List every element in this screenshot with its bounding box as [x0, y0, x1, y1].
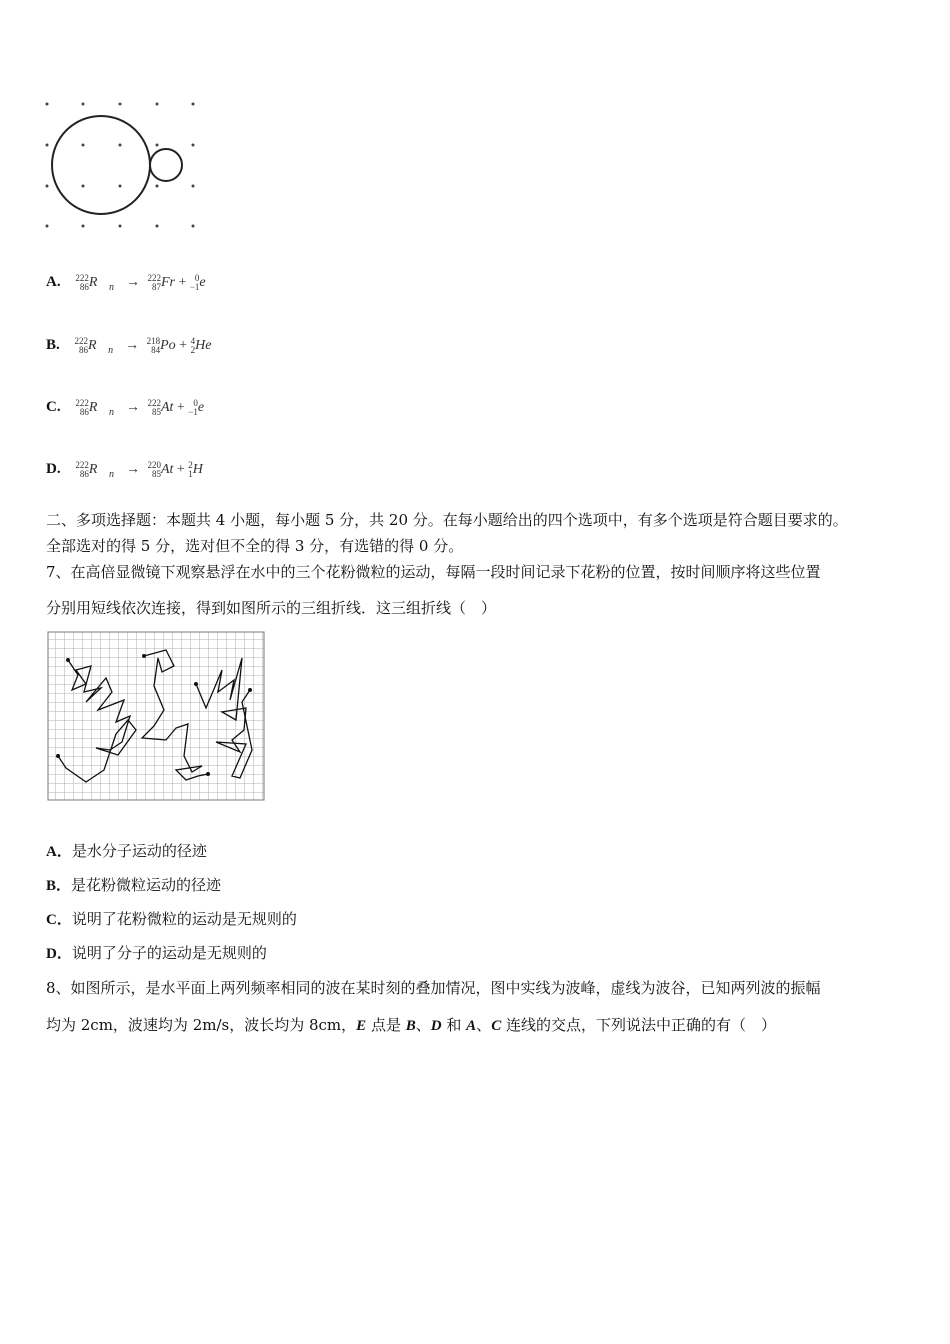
option-text: 说明了分子的运动是无规则的	[71, 944, 267, 962]
q7-option-d[interactable]	[46, 942, 267, 963]
option-letter: B.	[46, 337, 60, 353]
option-letter: D．	[46, 946, 72, 962]
field-dots	[46, 103, 195, 228]
magnetic-field-figure	[40, 95, 205, 235]
decay-equation: 222 86 R $_n$ → 218 84 Po + 4 2 He	[74, 335, 212, 356]
decay-equation: 222 86 R $_n$ → 222 85 At + 0 −1 e	[75, 397, 205, 418]
option-letter: B．	[46, 878, 72, 894]
option-text: 是水分子运动的径迹	[71, 842, 207, 860]
option-letter: D.	[46, 461, 61, 477]
q6-option-c[interactable]	[46, 397, 204, 418]
option-letter: C.	[46, 399, 61, 415]
decay-equation: 222 86 R $_n$ → 220 85 At + 2 1 H	[75, 459, 203, 480]
q7-option-c[interactable]	[46, 908, 297, 929]
q7-option-a[interactable]	[46, 840, 207, 861]
q8-stem-line2: 均为 2cm，波速均为 2m/s，波长均为 8cm，E 点是 B、D 和 A、C 连线的交点，下列说法中正确的有（ ）	[46, 1016, 776, 1034]
large-circle	[52, 116, 150, 214]
option-text: 是花粉微粒运动的径迹	[71, 876, 222, 894]
section2-line2: 全部选对的得 5 分，选对但不全的得 3 分，有选错的得 0 分。	[46, 537, 464, 555]
section2-line1: 二、多项选择题：本题共 4 小题，每小题 5 分，共 20 分。在每小题给出的四个选项中，有多个选项是符合题目要求的。	[46, 511, 848, 529]
q6-option-d[interactable]	[46, 459, 203, 480]
q7-stem-line2: 分别用短线依次连接，得到如图所示的三组折线．这三组折线（ ）	[46, 599, 497, 617]
small-circle	[150, 149, 182, 181]
q8-stem-line1: 8、如图所示，是水平面上两列频率相同的波在某时刻的叠加情况，图中实线为波峰，虚线为波谷，已知两列波的振幅	[46, 979, 821, 997]
q6-option-b[interactable]	[46, 335, 211, 356]
grid	[48, 632, 264, 800]
brownian-motion-figure	[46, 630, 266, 802]
option-letter: A.	[46, 274, 61, 290]
option-letter: C．	[46, 912, 72, 928]
decay-equation: 222 86 R $_n$ → 222 87 Fr + 0 −1 e	[75, 272, 206, 293]
q7-stem-line1: 7、在高倍显微镜下观察悬浮在水中的三个花粉微粒的运动，每隔一段时间记录下花粉的位置，按时间顺序将这些位置	[46, 563, 821, 581]
q7-option-b[interactable]	[46, 874, 221, 895]
option-letter: A．	[46, 844, 72, 860]
q6-option-a[interactable]	[46, 272, 206, 293]
option-text: 说明了花粉微粒的运动是无规则的	[71, 910, 297, 928]
